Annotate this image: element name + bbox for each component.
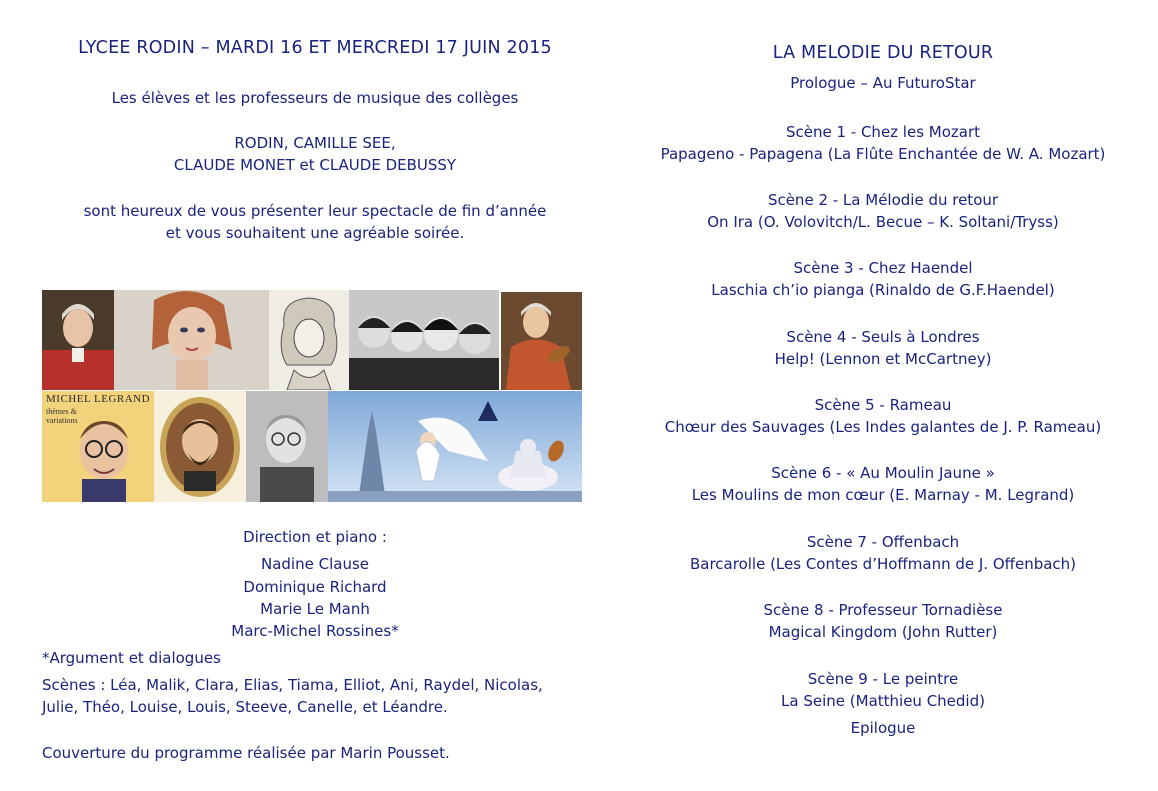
album-title: MICHEL LEGRAND [46,393,151,405]
presentation-line-2: et vous souhaitent une agréable soirée. [165,224,465,242]
director-3: Marie Le Manh [260,600,370,618]
schools-line-2: CLAUDE MONET et CLAUDE DEBUSSY [173,156,457,174]
scene-heading: Scène 3 - Chez Haendel [793,259,973,277]
epilogue: Epilogue [850,719,916,737]
scenes-credits-line-1: Scènes : Léa, Malik, Clara, Elias, Tiama, Elliot, Ani, Raydel, Nicolas, [42,676,543,694]
scene-heading: Scène 7 - Offenbach [806,533,960,551]
scene-piece: On Ira (O. Volovitch/L. Becue – K. Soltani/Tryss) [707,213,1059,231]
presentation-line-1: sont heureux de vous présenter leur spectacle de fin d’année [83,202,547,220]
event-title: LYCEE RODIN – MARDI 16 ET MERCREDI 17 JUIN 2015 [78,38,552,58]
director-4: Marc-Michel Rossines* [231,622,399,640]
direction-label: Direction et piano : [243,528,387,546]
intro-text: Les élèves et les professeurs de musique des collèges [111,89,519,107]
schools-line-1: RODIN, CAMILLE SEE, [234,134,396,152]
scene-heading: Scène 9 - Le peintre [807,670,959,688]
scene-piece: Laschia ch’io pianga (Rinaldo de G.F.Haendel) [711,281,1055,299]
scene-heading: Scène 5 - Rameau [814,396,952,414]
director-2: Dominique Richard [243,578,387,596]
argument-note: *Argument et dialogues [42,649,221,667]
scenes-credits-line-2: Julie, Théo, Louise, Louis, Steeve, Canelle, et Léandre. [42,698,448,716]
scene-heading: Scène 6 - « Au Moulin Jaune » [771,464,995,482]
album-subtitle: thèmes & variations [46,407,78,425]
scene-piece: Help! (Lennon et McCartney) [774,350,992,368]
scene-piece: Barcarolle (Les Contes d’Hoffmann de J. Offenbach) [689,555,1077,573]
scene-piece: Chœur des Sauvages (Les Indes galantes de J. P. Rameau) [664,418,1102,436]
scene-piece: Les Moulins de mon cœur (E. Marnay - M. Legrand) [691,486,1075,504]
credits-section [30,0,600,791]
program-title: LA MELODIE DU RETOUR [772,43,994,63]
scene-heading: Scène 4 - Seuls à Londres [786,328,980,346]
scene-piece: La Seine (Matthieu Chedid) [781,692,985,710]
scene-heading: Scène 8 - Professeur Tornadièse [763,601,1003,619]
cover-credit: Couverture du programme réalisée par Marin Pousset. [42,744,450,762]
scene-piece: Papageno - Papagena (La Flûte Enchantée de W. A. Mozart) [660,145,1106,163]
scene-piece: Magical Kingdom (John Rutter) [768,623,998,641]
scene-heading: Scène 1 - Chez les Mozart [785,123,981,141]
prologue: Prologue – Au FuturoStar [790,74,976,92]
director-1: Nadine Clause [261,555,369,573]
scene-heading: Scène 2 - La Mélodie du retour [767,191,999,209]
program-column [608,0,1158,791]
